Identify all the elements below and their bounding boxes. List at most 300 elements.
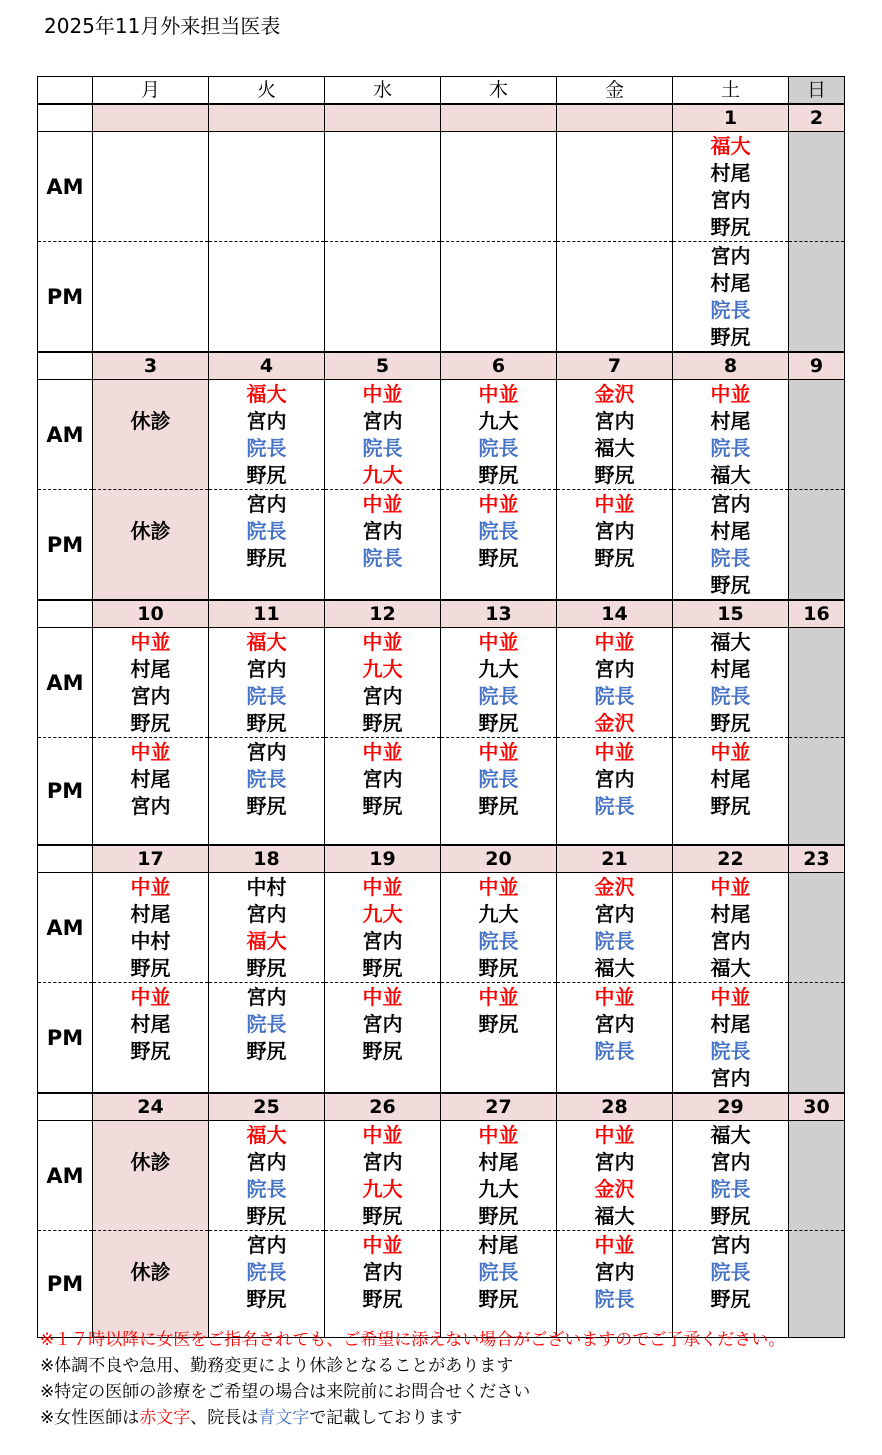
doctor-name: 福大 <box>246 1123 287 1147</box>
schedule-cell-sat-am <box>673 1121 789 1231</box>
doctor-name: 野尻 <box>246 711 287 735</box>
schedule-cell-fri-pm <box>557 242 673 353</box>
schedule-cell-tue-am <box>209 380 325 490</box>
schedule-cell-sat-am <box>673 628 789 738</box>
doctor-name: 中並 <box>594 1123 635 1147</box>
doctor-name: 宮内 <box>710 929 751 953</box>
schedule-cell-thu-am <box>441 628 557 738</box>
schedule-cell-mon-pm <box>93 738 209 846</box>
schedule-cell-wed-pm <box>325 1231 441 1338</box>
schedule-cell-fri-am <box>557 873 673 983</box>
doctor-name: 宮内 <box>246 902 287 926</box>
doctor-name: 院長 <box>362 546 403 570</box>
doctor-name: 中並 <box>362 630 403 654</box>
sunday-cell-am <box>789 380 845 490</box>
date-cell-sat: 29 <box>673 1093 789 1121</box>
date-cell-tue: 25 <box>209 1093 325 1121</box>
doctor-name: 院長 <box>710 1260 751 1284</box>
sunday-cell-am <box>789 873 845 983</box>
doctor-name: 野尻 <box>710 711 751 735</box>
pm-label: PM <box>38 738 93 846</box>
date-row <box>38 600 845 628</box>
doctor-name: 村尾 <box>710 271 751 295</box>
date-cell-wed: 12 <box>325 600 441 628</box>
schedule-cell-sat-am <box>673 132 789 242</box>
date-cell-wed <box>325 104 441 132</box>
date-cell-sat: 15 <box>673 600 789 628</box>
date-cell-fri: 21 <box>557 845 673 873</box>
schedule-cell-wed-am <box>325 628 441 738</box>
schedule-cell-thu-am <box>441 132 557 242</box>
schedule-cell-sat-pm <box>673 242 789 353</box>
schedule-cell-mon-am <box>93 628 209 738</box>
doctor-name: 村尾 <box>130 1012 171 1036</box>
schedule-cell-wed-pm <box>325 490 441 601</box>
doctor-name: 院長 <box>478 684 519 708</box>
schedule-cell-tue-pm <box>209 242 325 353</box>
doctor-name: 院長 <box>246 1177 287 1201</box>
doctor-name: 野尻 <box>246 1204 287 1228</box>
weekday-fri: 金 <box>557 77 673 105</box>
doctor-name: 宮内 <box>362 1012 403 1036</box>
doctor-name: 野尻 <box>362 1287 403 1311</box>
doctor-name: 宮内 <box>246 492 287 516</box>
doctor-name: 宮内 <box>594 1150 635 1174</box>
schedule-cell-wed-am <box>325 132 441 242</box>
schedule-cell-mon-pm <box>93 490 209 601</box>
doctor-name: 村尾 <box>710 1012 751 1036</box>
pm-row <box>38 738 845 846</box>
doctor-name: 野尻 <box>710 215 751 239</box>
sunday-cell-am <box>789 1121 845 1231</box>
note-color-legend <box>40 1405 870 1431</box>
date-cell-mon: 24 <box>93 1093 209 1121</box>
doctor-name: 野尻 <box>130 1039 171 1063</box>
doctor-name: 宮内 <box>362 929 403 953</box>
am-row <box>38 380 845 490</box>
schedule-table <box>37 76 845 1338</box>
doctor-name: 宮内 <box>594 1260 635 1284</box>
doctor-name: 村尾 <box>130 902 171 926</box>
doctor-name: 野尻 <box>130 711 171 735</box>
doctor-name: 院長 <box>594 794 635 818</box>
schedule-cell-sat-am <box>673 380 789 490</box>
sunday-cell-pm <box>789 242 845 353</box>
pm-row <box>38 242 845 353</box>
schedule-cell-wed-pm <box>325 242 441 353</box>
schedule-cell-fri-am <box>557 628 673 738</box>
doctor-name: 中村 <box>130 929 171 953</box>
doctor-name: 宮内 <box>362 409 403 433</box>
date-cell-thu: 6 <box>441 352 557 380</box>
am-label: AM <box>38 873 93 983</box>
doctor-name: 福大 <box>594 956 635 980</box>
doctor-name: 中並 <box>710 382 751 406</box>
doctor-name: 宮内 <box>594 767 635 791</box>
doctor-name: 中並 <box>478 630 519 654</box>
doctor-name: 宮内 <box>710 1233 751 1257</box>
schedule-cell-sat-am <box>673 873 789 983</box>
doctor-name: 宮内 <box>362 1150 403 1174</box>
doctor-name: 野尻 <box>710 1287 751 1311</box>
schedule-cell-fri-am <box>557 1121 673 1231</box>
doctor-name: 中並 <box>710 875 751 899</box>
doctor-name: 九大 <box>362 463 403 487</box>
sunday-cell-am <box>789 132 845 242</box>
doctor-name: 野尻 <box>478 956 519 980</box>
note-legend-mid: 、院長は <box>190 1408 259 1428</box>
doctor-name: 中並 <box>594 492 635 516</box>
date-cell-mon: 10 <box>93 600 209 628</box>
doctor-name: 宮内 <box>246 409 287 433</box>
doctor-name: 野尻 <box>710 794 751 818</box>
doctor-name: 野尻 <box>246 794 287 818</box>
note-female-doctor-evening: ※１７時以降に女医をご指名されても、ご希望に添えない場合がございますのでご了承ください。 <box>40 1330 786 1350</box>
doctor-name: 村尾 <box>710 519 751 543</box>
sunday-cell-pm <box>789 738 845 846</box>
am-label: AM <box>38 380 93 490</box>
pm-label: PM <box>38 983 93 1094</box>
doctor-name: 院長 <box>594 684 635 708</box>
note-legend-prefix: ※女性医師は <box>40 1408 140 1428</box>
doctor-name: 院長 <box>710 436 751 460</box>
schedule-cell-wed-am <box>325 1121 441 1231</box>
date-cell-tue <box>209 104 325 132</box>
doctor-name: 中並 <box>594 630 635 654</box>
doctor-name: 宮内 <box>710 188 751 212</box>
schedule-cell-thu-pm <box>441 1231 557 1338</box>
doctor-name: 宮内 <box>594 902 635 926</box>
doctor-name: 院長 <box>710 684 751 708</box>
doctor-name: 野尻 <box>130 956 171 980</box>
doctor-name: 野尻 <box>362 956 403 980</box>
date-cell-sun: 16 <box>789 600 845 628</box>
date-cell-sat: 8 <box>673 352 789 380</box>
schedule-cell-thu-pm <box>441 738 557 846</box>
doctor-name: 野尻 <box>478 1012 519 1036</box>
closed-label: 休診 <box>130 519 171 543</box>
date-row-label <box>38 845 93 873</box>
doctor-name: 野尻 <box>362 1204 403 1228</box>
closed-label: 休診 <box>130 1150 171 1174</box>
doctor-name: 福大 <box>594 1204 635 1228</box>
doctor-name: 院長 <box>594 1039 635 1063</box>
doctor-name: 村尾 <box>710 902 751 926</box>
note-legend-blue: 青文字 <box>258 1408 310 1428</box>
doctor-name: 九大 <box>362 657 403 681</box>
doctor-name: 野尻 <box>478 546 519 570</box>
doctor-name: 宮内 <box>130 684 171 708</box>
doctor-name: 野尻 <box>246 1287 287 1311</box>
pm-label: PM <box>38 1231 93 1338</box>
date-cell-tue: 4 <box>209 352 325 380</box>
schedule-cell-tue-pm <box>209 983 325 1094</box>
date-row <box>38 352 845 380</box>
doctor-name: 九大 <box>478 409 519 433</box>
doctor-name: 金沢 <box>594 711 635 735</box>
doctor-name: 福大 <box>710 1123 751 1147</box>
doctor-name: 宮内 <box>594 657 635 681</box>
doctor-name: 野尻 <box>478 1287 519 1311</box>
schedule-cell-mon-pm <box>93 1231 209 1338</box>
doctor-name: 宮内 <box>246 1233 287 1257</box>
weekday-sat: 土 <box>673 77 789 105</box>
doctor-name: 金沢 <box>594 875 635 899</box>
doctor-name: 九大 <box>478 1177 519 1201</box>
doctor-name: 中並 <box>130 740 171 764</box>
date-cell-mon: 17 <box>93 845 209 873</box>
date-row-label <box>38 1093 93 1121</box>
doctor-name: 九大 <box>478 657 519 681</box>
date-cell-fri: 14 <box>557 600 673 628</box>
schedule-cell-thu-am <box>441 380 557 490</box>
header-corner <box>38 77 93 105</box>
doctor-name: 宮内 <box>594 1012 635 1036</box>
doctor-name: 中並 <box>362 875 403 899</box>
doctor-name: 金沢 <box>594 382 635 406</box>
schedule-cell-sat-pm <box>673 490 789 601</box>
doctor-name: 福大 <box>246 929 287 953</box>
am-row <box>38 628 845 738</box>
doctor-name: 宮内 <box>246 985 287 1009</box>
weekday-thu: 木 <box>441 77 557 105</box>
doctor-name: 野尻 <box>710 573 751 597</box>
doctor-name: 福大 <box>710 463 751 487</box>
page-title: 2025年11月外来担当医表 <box>44 14 281 38</box>
schedule-cell-fri-pm <box>557 983 673 1094</box>
schedule-cell-fri-pm <box>557 490 673 601</box>
doctor-name: 中並 <box>478 382 519 406</box>
pm-label: PM <box>38 490 93 601</box>
doctor-name: 宮内 <box>594 519 635 543</box>
date-cell-sat: 1 <box>673 104 789 132</box>
date-row <box>38 104 845 132</box>
doctor-name: 院長 <box>478 436 519 460</box>
doctor-name: 福大 <box>710 630 751 654</box>
doctor-name: 中村 <box>246 875 287 899</box>
doctor-name: 院長 <box>246 1260 287 1284</box>
schedule-cell-thu-am <box>441 1121 557 1231</box>
date-cell-sun: 30 <box>789 1093 845 1121</box>
weekday-sun: 日 <box>789 77 845 105</box>
doctor-name: 中並 <box>130 985 171 1009</box>
doctor-name: 村尾 <box>478 1233 519 1257</box>
doctor-name: 中並 <box>362 740 403 764</box>
note-sudden-closure: ※体調不良や急用、勤務変更により休診となることがあります <box>40 1356 514 1376</box>
schedule-cell-thu-pm <box>441 490 557 601</box>
doctor-name: 中並 <box>478 875 519 899</box>
doctor-name: 宮内 <box>362 684 403 708</box>
schedule-cell-tue-am <box>209 1121 325 1231</box>
schedule-cell-tue-pm <box>209 1231 325 1338</box>
doctor-name: 中並 <box>362 1233 403 1257</box>
doctor-name: 宮内 <box>362 767 403 791</box>
doctor-name: 院長 <box>246 436 287 460</box>
date-cell-sat: 22 <box>673 845 789 873</box>
doctor-name: 中並 <box>478 492 519 516</box>
schedule-cell-mon-am <box>93 132 209 242</box>
doctor-name: 宮内 <box>710 244 751 268</box>
doctor-name: 中並 <box>362 492 403 516</box>
schedule-cell-tue-pm <box>209 490 325 601</box>
doctor-name: 院長 <box>478 1260 519 1284</box>
sunday-cell-am <box>789 628 845 738</box>
note-contact-before-visit: ※特定の医師の診療をご希望の場合は来院前にお問合せください <box>40 1382 531 1402</box>
date-cell-thu: 20 <box>441 845 557 873</box>
doctor-name: 中並 <box>710 985 751 1009</box>
date-cell-wed: 19 <box>325 845 441 873</box>
doctor-name: 村尾 <box>130 657 171 681</box>
doctor-name: 院長 <box>710 546 751 570</box>
date-cell-thu <box>441 104 557 132</box>
closed-label: 休診 <box>130 1260 171 1284</box>
weekday-tue: 火 <box>209 77 325 105</box>
doctor-name: 野尻 <box>246 463 287 487</box>
am-row <box>38 1121 845 1231</box>
date-cell-thu: 27 <box>441 1093 557 1121</box>
doctor-name: 中並 <box>362 1123 403 1147</box>
date-cell-fri <box>557 104 673 132</box>
date-cell-wed: 26 <box>325 1093 441 1121</box>
doctor-name: 村尾 <box>130 767 171 791</box>
doctor-name: 野尻 <box>362 711 403 735</box>
doctor-name: 宮内 <box>130 794 171 818</box>
doctor-name: 宮内 <box>246 740 287 764</box>
doctor-name: 院長 <box>478 767 519 791</box>
schedule-cell-mon-am <box>93 873 209 983</box>
doctor-name: 九大 <box>362 902 403 926</box>
schedule-cell-fri-pm <box>557 1231 673 1338</box>
date-cell-mon: 3 <box>93 352 209 380</box>
doctor-name: 院長 <box>246 684 287 708</box>
schedule-cell-tue-am <box>209 628 325 738</box>
schedule-cell-tue-pm <box>209 738 325 846</box>
pm-label: PM <box>38 242 93 353</box>
doctor-name: 村尾 <box>710 657 751 681</box>
doctor-name: 野尻 <box>246 546 287 570</box>
sunday-cell-pm <box>789 490 845 601</box>
note-legend-suffix: で記載しております <box>309 1408 463 1428</box>
doctor-name: 宮内 <box>362 1260 403 1284</box>
doctor-name: 福大 <box>710 134 751 158</box>
schedule-cell-wed-pm <box>325 738 441 846</box>
schedule-cell-fri-am <box>557 132 673 242</box>
pm-row <box>38 983 845 1094</box>
doctor-name: 中並 <box>478 1123 519 1147</box>
schedule-cell-mon-pm <box>93 983 209 1094</box>
schedule-cell-thu-am <box>441 873 557 983</box>
date-row <box>38 845 845 873</box>
weekday-mon: 月 <box>93 77 209 105</box>
schedule-cell-thu-pm <box>441 242 557 353</box>
doctor-name: 福大 <box>246 382 287 406</box>
date-cell-mon <box>93 104 209 132</box>
weekday-wed: 水 <box>325 77 441 105</box>
doctor-name: 中並 <box>130 630 171 654</box>
schedule-cell-wed-am <box>325 873 441 983</box>
doctor-name: 村尾 <box>478 1150 519 1174</box>
doctor-name: 宮内 <box>710 1066 751 1090</box>
closed-label: 休診 <box>130 409 171 433</box>
doctor-name: 福大 <box>246 630 287 654</box>
am-label: AM <box>38 132 93 242</box>
schedule-cell-tue-am <box>209 132 325 242</box>
doctor-name: 宮内 <box>246 1150 287 1174</box>
doctor-name: 院長 <box>710 298 751 322</box>
schedule-cell-sat-pm <box>673 1231 789 1338</box>
doctor-name: 野尻 <box>594 463 635 487</box>
doctor-name: 院長 <box>710 1039 751 1063</box>
doctor-name: 九大 <box>478 902 519 926</box>
doctor-name: 院長 <box>246 1012 287 1036</box>
doctor-name: 金沢 <box>594 1177 635 1201</box>
date-cell-wed: 5 <box>325 352 441 380</box>
notes <box>40 1327 870 1431</box>
am-row <box>38 132 845 242</box>
doctor-name: 中並 <box>362 382 403 406</box>
doctor-name: 院長 <box>478 929 519 953</box>
doctor-name: 中並 <box>478 740 519 764</box>
schedule-cell-wed-pm <box>325 983 441 1094</box>
schedule-cell-wed-am <box>325 380 441 490</box>
schedule-cell-mon-am <box>93 1121 209 1231</box>
schedule-cell-sat-pm <box>673 983 789 1094</box>
doctor-name: 野尻 <box>710 325 751 349</box>
doctor-name: 宮内 <box>246 657 287 681</box>
doctor-name: 中並 <box>594 740 635 764</box>
doctor-name: 中並 <box>710 740 751 764</box>
note-legend-red: 赤文字 <box>139 1408 191 1428</box>
doctor-name: 院長 <box>246 519 287 543</box>
doctor-name: 野尻 <box>710 1204 751 1228</box>
date-row <box>38 1093 845 1121</box>
date-cell-fri: 7 <box>557 352 673 380</box>
doctor-name: 野尻 <box>478 463 519 487</box>
schedule-cell-sat-pm <box>673 738 789 846</box>
doctor-name: 中並 <box>130 875 171 899</box>
doctor-name: 福大 <box>594 436 635 460</box>
date-cell-sun: 9 <box>789 352 845 380</box>
doctor-name: 村尾 <box>710 767 751 791</box>
doctor-name: 中並 <box>478 985 519 1009</box>
doctor-name: 中並 <box>594 985 635 1009</box>
am-label: AM <box>38 1121 93 1231</box>
doctor-name: 野尻 <box>362 794 403 818</box>
doctor-name: 院長 <box>478 519 519 543</box>
doctor-name: 九大 <box>362 1177 403 1201</box>
doctor-name: 野尻 <box>246 956 287 980</box>
date-row-label <box>38 600 93 628</box>
date-cell-sun: 23 <box>789 845 845 873</box>
sunday-cell-pm <box>789 983 845 1094</box>
date-row-label <box>38 104 93 132</box>
schedule-cell-tue-am <box>209 873 325 983</box>
date-cell-fri: 28 <box>557 1093 673 1121</box>
doctor-name: 野尻 <box>478 711 519 735</box>
weekday-header-row <box>38 77 845 105</box>
schedule-cell-mon-pm <box>93 242 209 353</box>
doctor-name: 野尻 <box>478 1204 519 1228</box>
doctor-name: 院長 <box>710 1177 751 1201</box>
doctor-name: 野尻 <box>362 1039 403 1063</box>
doctor-name: 野尻 <box>594 546 635 570</box>
doctor-name: 宮内 <box>362 519 403 543</box>
doctor-name: 院長 <box>362 436 403 460</box>
date-cell-tue: 18 <box>209 845 325 873</box>
doctor-name: 院長 <box>594 929 635 953</box>
doctor-name: 院長 <box>594 1287 635 1311</box>
schedule-cell-fri-am <box>557 380 673 490</box>
